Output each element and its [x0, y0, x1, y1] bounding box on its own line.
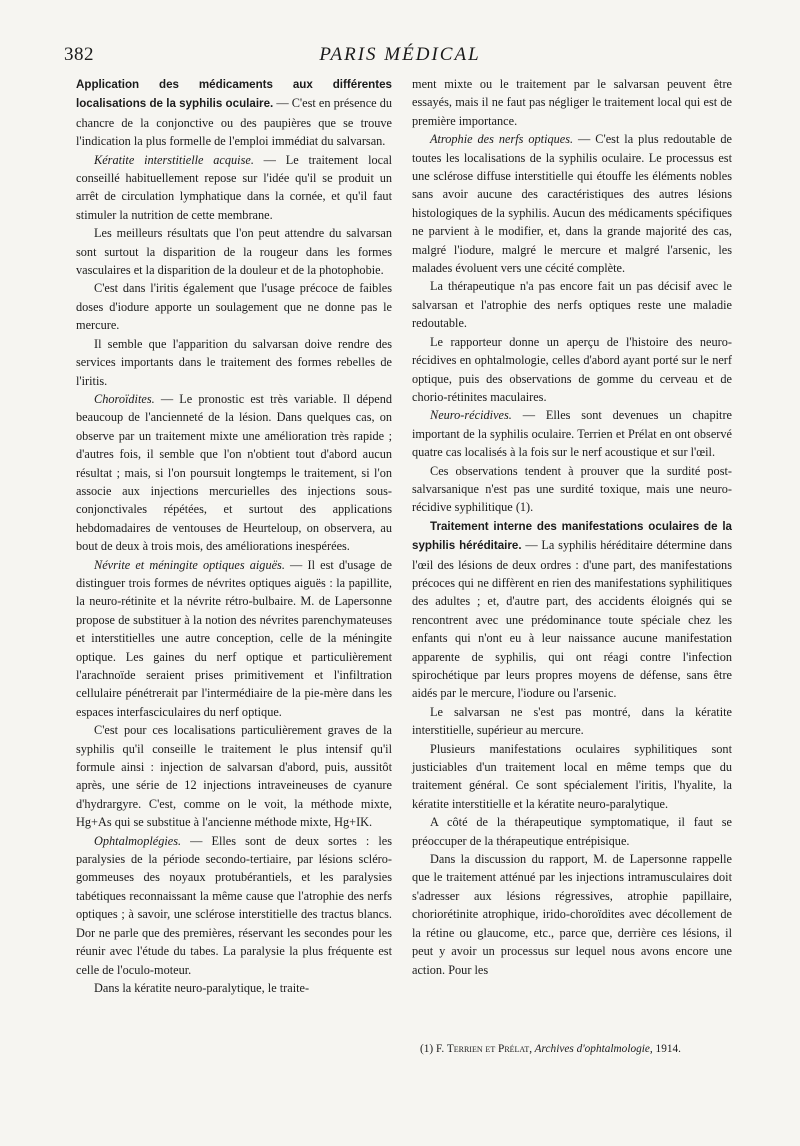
subsection-heading: Ophtalmoplégies.: [94, 833, 182, 848]
footnote: [412, 1042, 732, 1057]
paragraph: [412, 130, 732, 277]
paragraph-text: — Le traitement local conseillé habituellement repose sur l'idée qu'il se produit un arrêt de circulation lymphatique dans la cornée, et qu'il faut stimuler la nutrition de cette membrane.: [76, 152, 392, 222]
subsection-heading: Kératite interstitielle acquise.: [94, 152, 254, 167]
paragraph: Le salvarsan ne s'est pas montré, dans la kératite interstitielle, supérieur au mercure.: [412, 704, 732, 738]
running-title: PARIS MÉDICAL: [319, 44, 481, 65]
footnote-marker: (1): [420, 1043, 436, 1055]
paragraph: Le rapporteur donne un aperçu de l'histoire des neuro-récidives en ophtalmologie, celles d'abord ayant porté sur le nerf optique, puis des observations de gomme du cerveau et de chorio-rétinites maculaires.: [412, 334, 732, 404]
paragraph: [76, 832, 392, 979]
paragraph-text: — Il est d'usage de distinguer trois formes de névrites optiques aiguës : la papillite, la neuro-rétinite et la névrite rétro-bulbaire. M. de Lapersonne propose de substituer à la notion des névrites parenchymateuses et interstitielles une autre conception, celle de la méningite optique. Les gaines du nerf optique et particulièrement l'arachnoïde seraient prises primitivement et l'infiltration cellulaire pénétrerait par l'intermédiaire de la pie-mère dans les espaces interfasciculaires du nerf optique.: [76, 557, 392, 719]
paragraph: ment mixte ou le traitement par le salvarsan peuvent être essayés, mais il ne faut pas négliger le traitement local qui est de première importance.: [412, 77, 732, 128]
footnote-year: 1914.: [652, 1043, 681, 1055]
right-column: [412, 75, 732, 979]
paragraph: C'est dans l'iritis également que l'usage précoce de faibles doses d'iodure apporte un soulagement que ne donne pas le mercure.: [76, 281, 392, 333]
paragraph: La thérapeutique n'a pas encore fait un pas décisif avec le salvarsan et l'atrophie des nerfs optiques reste une maladie redoutable.: [412, 279, 732, 331]
paragraph: C'est pour ces localisations particulièrement graves de la syphilis qu'il conseille le traitement le plus intensif qu'il formule ainsi : injection de salvarsan d'abord, puis, aussitôt après, une série de 12 injections intraveineuses de cyanure d'hydrargyre. C'est, comme on le voit, la méthode mixte, Hg+As qui se substitue à l'ancienne méthode mixte, Hg+IK.: [76, 723, 392, 830]
paragraph: Plusieurs manifestations oculaires syphilitiques sont justiciables d'un traitement local en même temps que du traitement général. Ce sont spécialement l'iritis, l'hyalite, la kératite interstitielle et la kératite neuro-paralytique.: [412, 741, 732, 811]
subsection-heading: Neuro-récidives.: [430, 408, 512, 423]
paragraph: [76, 75, 392, 151]
paragraph-text: — C'est en présence du chancre de la conjonctive ou des paupières que se trouve l'indication la plus formelle de l'emploi immédiat du salvarsan.: [76, 96, 392, 149]
paragraph: Dans la kératite neuro-paralytique, le traite-: [94, 980, 310, 995]
left-column: [76, 75, 392, 997]
paragraph: [76, 556, 392, 722]
paragraph: [76, 151, 392, 225]
subsection-heading: Atrophie des nerfs optiques.: [430, 132, 574, 147]
paragraph-text: — Elles sont de deux sortes : les paralysies de la période secondo-tertiaire, par lésions scléro-gommeuses des noyaux protubérantiels, et les paralysies tabétiques reconnaissant la même cause que l'atrophie des nerfs optiques ; à savoir, une sclérose interstitielle des tractus blancs. Dor ne parle que des premières, réservant les secondes pour les réunir avec l'étude du tabes. La paralysie la plus fréquente est celle de l'oculo-moteur.: [76, 833, 392, 977]
paragraph: [412, 517, 732, 703]
footnote-authors: F. Terrien et Prélat,: [436, 1043, 533, 1055]
paragraph: Ces observations tendent à prouver que la surdité post-salvarsanique n'est pas une surdité toxique, mais une neuro-récidive syphilitique (1).: [412, 463, 732, 515]
paragraph: [76, 390, 392, 556]
paragraph: Il semble que l'apparition du salvarsan doive rendre des services importants dans le traitement des formes rebelles de l'iritis.: [76, 336, 392, 388]
section-heading: Application des médicaments aux différentes localisations de la syphilis oculaire.: [76, 78, 392, 111]
paragraph: Dans la discussion du rapport, M. de Lapersonne rappelle que le traitement atténué par les injections intramusculaires doit s'adresser aux lésions régressives, atrophie papillaire, choriorétinite atrophique, irido-choroïdites avec décollement de la rétine ou glaucome, etc., parce que, derrière ces lésions, il peut y avoir un processus sur lequel nous avons encore une action. Pour les: [412, 852, 732, 977]
paragraph-text: — C'est la plus redoutable de toutes les localisations de la syphilis oculaire. Le processus est une sclérose diffuse interstitielle qui étouffe les éléments nobles sans avoir aucune des caractéristiques des autres lésions histologiques de la syphilis. Aucun des médicaments spécifiques ne parvient à le modifier, et, dans la grande majorité des cas, malgré l'iodure, malgré le mercure et malgré l'arsenic, les malades évoluent vers une cécité complète.: [412, 132, 732, 276]
subsection-heading: Choroïdites.: [94, 391, 155, 406]
subsection-heading: Névrite et méningite optiques aiguës.: [94, 557, 285, 572]
paragraph-text: — Le pronostic est très variable. Il dépend beaucoup de l'ancienneté de la lésion. Dans quelques cas, on observe par un traitement mixte une amélioration très rapide ; d'autres fois, il semble que l'on n'obtient tout d'abord aucun résultat ; mais, si l'on poursuit longtemps le traitement, si l'on associe aux injections mercurielles des injections sous-conjonctivales répétées, et surtout des applications hebdomadaires de ventouses de Heurteloup, on observera, au bout de deux à trois mois, des améliorations inespérées.: [76, 391, 392, 554]
footnote-source: Archives d'ophtalmologie,: [532, 1043, 653, 1055]
paragraph: [412, 406, 732, 461]
paragraph-text: — La syphilis héréditaire détermine dans l'œil des lésions de deux ordres : d'une part, des manifestations précoces qui ne diffèrent en rien des manifestations syphilitiques des adultes ; et, d'autre part, des accidents éloignés qui se rencontrent avec une prédominance toute spéciale chez les enfants qui n'ont eu à leur naissance aucune manifestation apparente de syphilis, qui ont réagi contre l'infection spirochétique par leurs propres moyens de défense, sans être aidés par le mercure, l'iodure ou l'arsenic.: [412, 538, 732, 701]
section-heading: Traitement interne des manifestations oculaires de la syphilis héréditaire.: [412, 519, 732, 553]
paragraph: A côté de la thérapeutique symptomatique, il faut se préoccuper de la thérapeutique entrépisique.: [412, 815, 732, 848]
paragraph: Les meilleurs résultats que l'on peut attendre du salvarsan sont surtout la disparition de la rougeur dans les formes vasculaires et la disparition de la douleur et de la photophobie.: [76, 226, 392, 278]
page-number: 382: [64, 44, 94, 65]
paragraph-text: — Elles sont devenues un chapitre important de la syphilis oculaire. Terrien et Prélat en ont observé quatre cas localisés à la fois sur le nerf acoustique et sur l'œil.: [412, 408, 732, 460]
